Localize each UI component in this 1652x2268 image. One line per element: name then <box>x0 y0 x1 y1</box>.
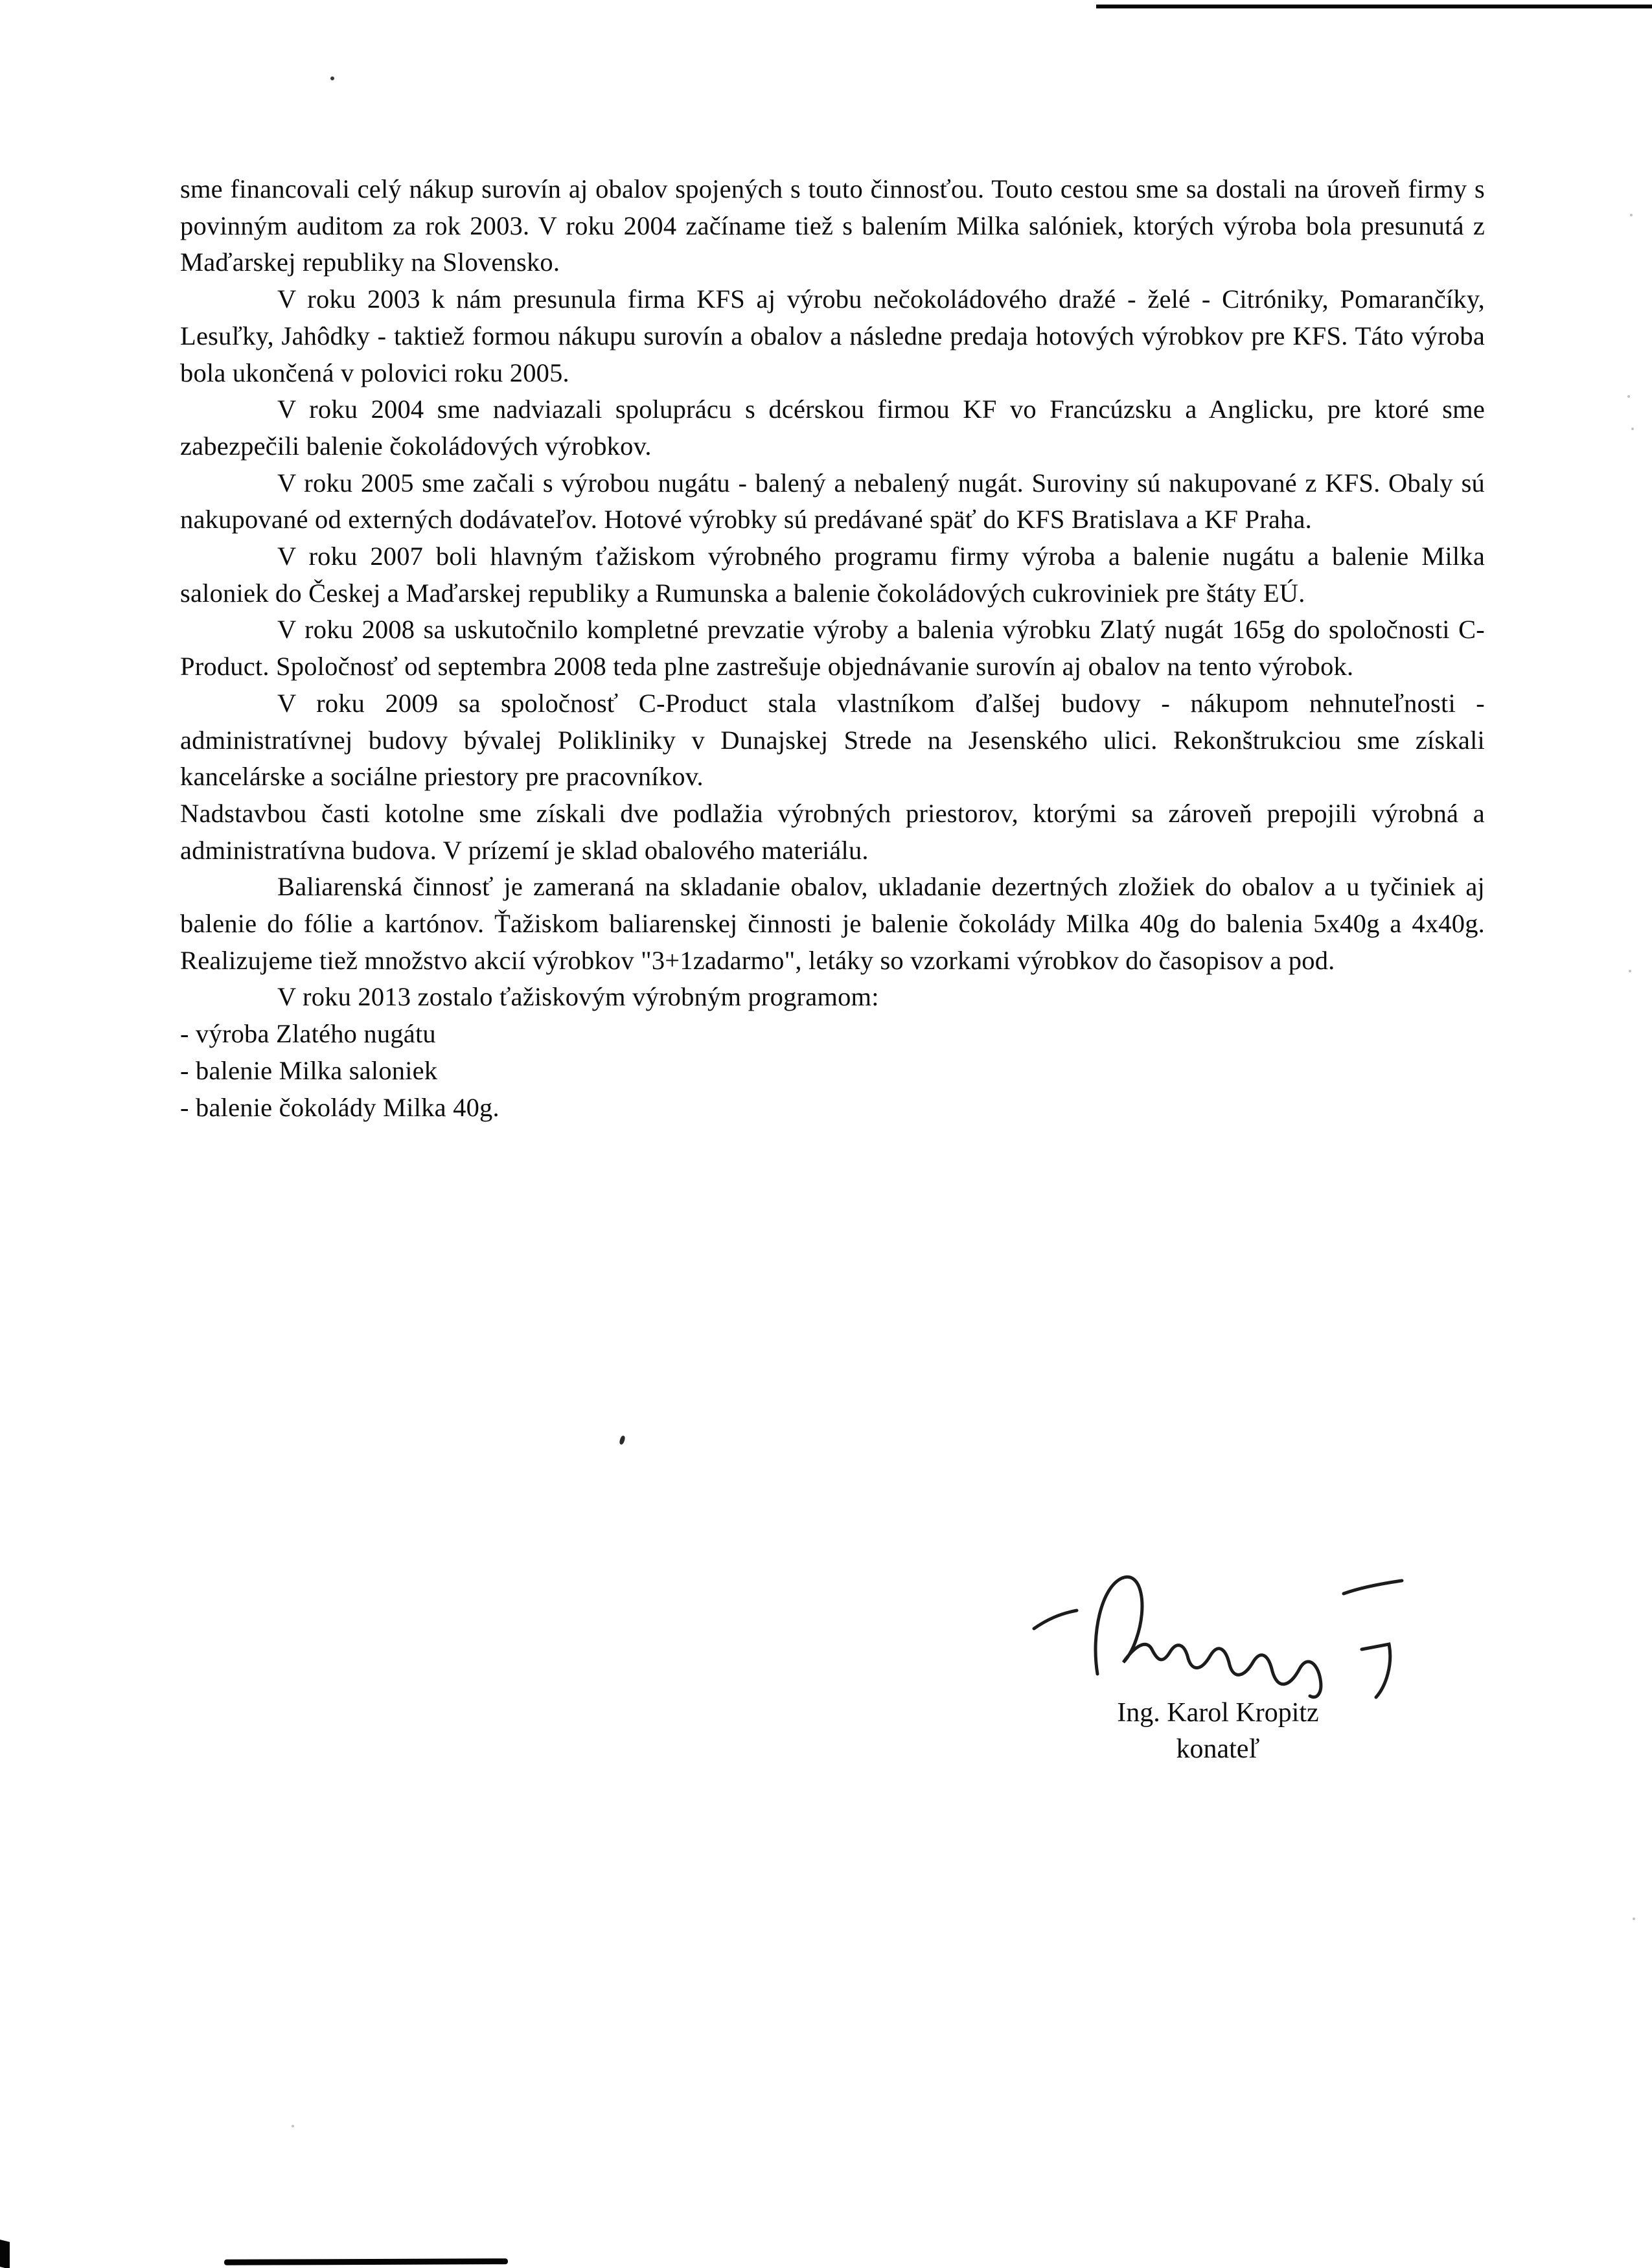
paragraph-4: V roku 2007 boli hlavným ťažiskom výrobného programu firmy výroba a balenie nugátu a balenie Milka saloniek do Českej a Maďarskej republiky a Rumunska a balenie čokoládových cukroviniek pre štáty EÚ. <box>180 542 1485 608</box>
scan-artifact-noise <box>292 2125 294 2127</box>
signatory-title: konateľ <box>1176 1734 1260 1764</box>
paragraph-6: V roku 2009 sa spoločnosť C-Product stala vlastníkom ďalšej budovy - nákupom nehnuteľnosti - administratívnej budovy bývalej Polikliniky v Dunajskej Strede na Jesenského ulici. Rekonštrukciou sme získali kancelárske a sociálne priestory pre pracovníkov. <box>180 688 1485 792</box>
paragraph-3: V roku 2005 sme začali s výrobou nugátu - balený a nebalený nugát. Suroviny sú nakupované z KFS. Obaly sú nakupované od externých dodávateľov. Hotové výrobky sú predávané späť do KFS Bratislava a KF Praha. <box>180 468 1485 534</box>
paragraph-0: sme financovali celý nákup surovín aj obalov spojených s touto činnosťou. Touto cestou sme sa dostali na úroveň firmy s povinným auditom za rok 2003. V roku 2004 začíname tiež s balením Milka salóniek, ktorých výroba bola presunutá z Maďarskej republiky na Slovensko. <box>180 174 1485 277</box>
scan-artifact-speck <box>619 1435 626 1445</box>
scan-artifact-corner-mark <box>0 2239 10 2268</box>
document-body <box>180 171 1485 1126</box>
paragraph-8: Baliarenská činnosť je zameraná na skladanie obalov, ukladanie dezertných zložiek do obalov a u tyčiniek aj balenie do fólie a kartónov. Ťažiskom baliarenskej činnosti je balenie čokolády Milka 40g do balenia 5x40g a 4x40g. Realizujeme tiež množstvo akcií výrobkov "3+1zadarmo", letáky so vzorkami výrobkov do časopisov a pod. <box>180 872 1485 975</box>
scan-artifact-noise <box>1630 214 1633 216</box>
handwritten-signature-icon <box>1030 1566 1406 1704</box>
list-item-1: - balenie Milka saloniek <box>180 1055 438 1085</box>
scan-artifact-noise <box>1629 970 1631 972</box>
paragraph-2: V roku 2004 sme nadviazali spoluprácu s dcérskou firmou KF vo Francúzsku a Anglicku, pre ktoré sme zabezpečili balenie čokoládových výrobkov. <box>180 395 1485 461</box>
scan-artifact-top-line <box>1096 5 1652 8</box>
list-item-2: - balenie čokolády Milka 40g. <box>180 1092 499 1122</box>
scan-artifact-noise <box>1633 1918 1635 1920</box>
scan-artifact-speck <box>330 76 334 80</box>
signature-block <box>1011 1566 1425 1767</box>
signatory-name: Ing. Karol Kropitz <box>1117 1698 1319 1728</box>
paragraph-5: V roku 2008 sa uskutočnilo kompletné prevzatie výroby a balenia výrobku Zlatý nugát 165g do spoločnosti C-Product. Spoločnosť od septembra 2008 teda plne zastrešuje objednávanie surovín aj obalov na tento výrobok. <box>180 615 1485 682</box>
paragraph-9: V roku 2013 zostalo ťažiskovým výrobným programom: <box>277 982 879 1012</box>
paragraph-7: Nadstavbou časti kotolne sme získali dve podlažia výrobných priestorov, ktorými sa zároveň prepojili výrobná a administratívna budova. V prízemí je sklad obalového materiálu. <box>180 798 1485 865</box>
list-item-0: - výroba Zlatého nugátu <box>180 1019 436 1049</box>
scan-artifact-noise <box>1627 395 1630 398</box>
scan-artifact-noise <box>1631 428 1634 430</box>
paragraph-1: V roku 2003 k nám presunula firma KFS aj výrobu nečokoládového dražé - želé - Citróniky, Pomarančíky, Lesuľky, Jahôdky - taktiež formou nákupu surovín a obalov a následne predaja hotových výrobkov pre KFS. Táto výroba bola ukončená v polovici roku 2005. <box>180 284 1485 387</box>
scan-artifact-bottom-line <box>224 2258 508 2265</box>
